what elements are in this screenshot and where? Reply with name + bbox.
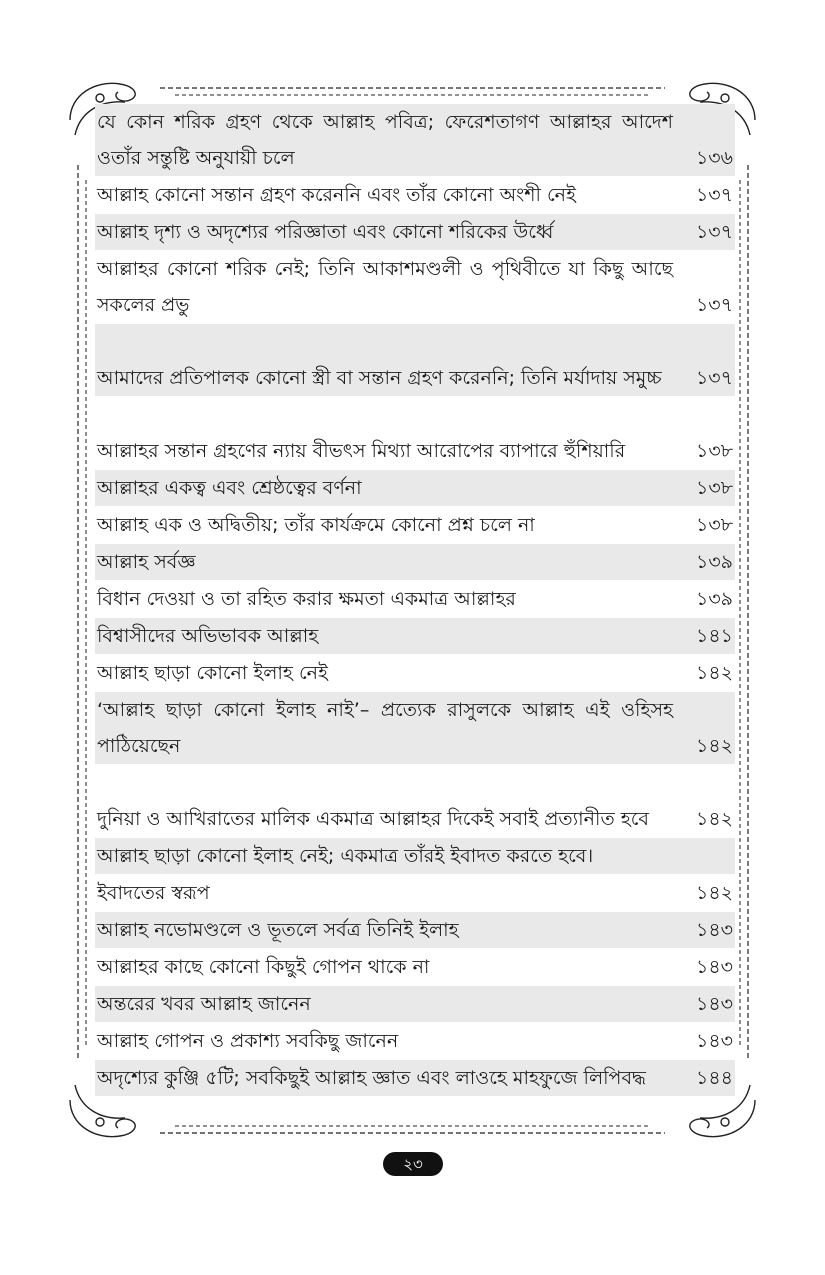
toc-entry-page: ১৩৮: [695, 514, 733, 536]
toc-entry-page: ১৪৩: [695, 919, 733, 941]
page-number-badge: ২৩: [383, 1152, 443, 1176]
toc-entry-title: আল্লাহর কোনো শরিক নেই; তিনি আকাশমণ্ডলী ও পৃথিবীতে যা কিছু আছে সকলের প্রভু: [97, 258, 673, 316]
toc-entry-page: ১৪৩: [695, 993, 733, 1015]
toc-entry-title: আল্লাহ দৃশ্য ও অদৃশ্যের পরিজ্ঞাতা এবং কোনো শরিকের উর্ধ্বে: [97, 221, 554, 243]
toc-entry[interactable]: [95, 581, 735, 618]
toc-entry-title: আমাদের প্রতিপালক কোনো স্ত্রী বা সন্তান গ্রহণ করেননি; তিনি মর্যাদায় সমুচ্চ: [97, 367, 662, 389]
toc-entry-page: ১৩৭: [695, 294, 733, 316]
toc-entry-page: ১৩৯: [695, 588, 733, 610]
toc-entry-page: ১৩৭: [695, 367, 733, 389]
toc-entry[interactable]: [95, 104, 735, 177]
toc-entry[interactable]: [95, 470, 735, 507]
toc-entry[interactable]: [95, 655, 735, 692]
toc-entry[interactable]: [95, 507, 735, 544]
toc-entry-title: বিশ্বাসীদের অভিভাবক আল্লাহ: [97, 625, 319, 647]
toc-entry-page: ১৩৭: [695, 221, 733, 243]
toc-entry-page: ১৪২: [695, 662, 733, 684]
toc-entry-title: আল্লাহ গোপন ও প্রকাশ্য সবকিছু জানেন: [97, 1030, 399, 1052]
toc-entry[interactable]: [95, 986, 735, 1023]
toc-entry-title: আল্লাহ নভোমণ্ডলে ও ভূতলে সর্বত্র তিনিই ইলাহ: [97, 919, 459, 941]
toc-entry[interactable]: [95, 912, 735, 949]
toc-entry-page: ১৩৮: [695, 477, 733, 499]
toc-entry-title: আল্লাহর কাছে কোনো কিছুই গোপন থাকে না: [97, 956, 430, 978]
toc-entry-page: ১৪২: [695, 882, 733, 904]
toc-entry-title: আল্লাহর সন্তান গ্রহণের ন্যায় বীভৎস মিথ্যা আরোপের ব্যাপারে হুঁশিয়ারি: [97, 440, 626, 462]
toc-entry[interactable]: [95, 177, 735, 214]
toc-entry[interactable]: [95, 838, 735, 875]
toc-entry[interactable]: [95, 324, 735, 397]
toc-entry-page: ১৩৬: [695, 147, 733, 169]
toc-entry[interactable]: [95, 251, 735, 324]
toc-entry-title: অদৃশ্যের কুঞ্জি ৫টি; সবকিছুই আল্লাহ জ্ঞাত এবং লাওহে মাহফুজে লিপিবদ্ধ: [97, 1067, 646, 1089]
toc-entry-page: ১৪৩: [695, 956, 733, 978]
toc-entry-page: ১৪২: [695, 735, 733, 757]
toc-entry-title: আল্লাহ এক ও অদ্বিতীয়; তাঁর কার্যক্রমে কোনো প্রশ্ন চলে না: [97, 514, 535, 536]
toc-entry-page: ১৩৮: [695, 440, 733, 462]
toc-entry-title: আল্লাহর একত্ব এবং শ্রেষ্ঠত্বের বর্ণনা: [97, 477, 362, 499]
toc-entry[interactable]: [95, 765, 735, 838]
toc-entry[interactable]: [95, 544, 735, 581]
toc-entry-title: যে কোন শরিক গ্রহণ থেকে আল্লাহ পবিত্র; ফেরেশতাগণ আল্লাহর আদেশ ওতাঁর সন্তুষ্টি অনুযায়ী চলে: [97, 111, 673, 169]
toc-entry[interactable]: [95, 1060, 735, 1097]
toc-entry[interactable]: [95, 949, 735, 986]
toc-entry-page: ১৪৩: [695, 1030, 733, 1052]
toc-entry[interactable]: [95, 692, 735, 765]
toc-entry-page: ১৪১: [696, 625, 733, 647]
toc-entry[interactable]: [95, 875, 735, 912]
toc-entry[interactable]: [95, 618, 735, 655]
toc-entry-page: ১৩৭: [695, 184, 733, 206]
table-of-contents: [95, 104, 735, 1097]
toc-entry[interactable]: [95, 397, 735, 470]
toc-entry-title: আল্লাহ সর্বজ্ঞ: [97, 551, 196, 573]
toc-entry-title: ইবাদতের স্বরূপ: [97, 882, 210, 904]
toc-entry[interactable]: [95, 1023, 735, 1060]
toc-entry-title: আল্লাহ ছাড়া কোনো ইলাহ নেই: [97, 662, 328, 684]
toc-entry-title: দুনিয়া ও আখিরাতের মালিক একমাত্র আল্লাহর দিকেই সবাই প্রত্যানীত হবে: [97, 808, 649, 830]
toc-entry-title: ‘আল্লাহ ছাড়া কোনো ইলাহ নাই’– প্রত্যেক রাসুলকে আল্লাহ এই ওহিসহ পাঠিয়েছেন: [97, 699, 673, 757]
toc-entry-title: আল্লাহ ছাড়া কোনো ইলাহ নেই; একমাত্র তাঁরই ইবাদত করতে হবে।: [97, 845, 594, 867]
toc-entry-page: ১৪২: [695, 808, 733, 830]
toc-entry-title: বিধান দেওয়া ও তা রহিত করার ক্ষমতা একমাত্র আল্লাহর: [97, 588, 516, 610]
toc-entry-page: ১৪৪: [696, 1067, 733, 1089]
toc-entry-title: অন্তরের খবর আল্লাহ জানেন: [97, 993, 311, 1015]
toc-entry-title: আল্লাহ কোনো সন্তান গ্রহণ করেননি এবং তাঁর কোনো অংশী নেই: [97, 184, 576, 206]
toc-entry-page: ১৩৯: [695, 551, 733, 573]
toc-entry[interactable]: [95, 214, 735, 251]
